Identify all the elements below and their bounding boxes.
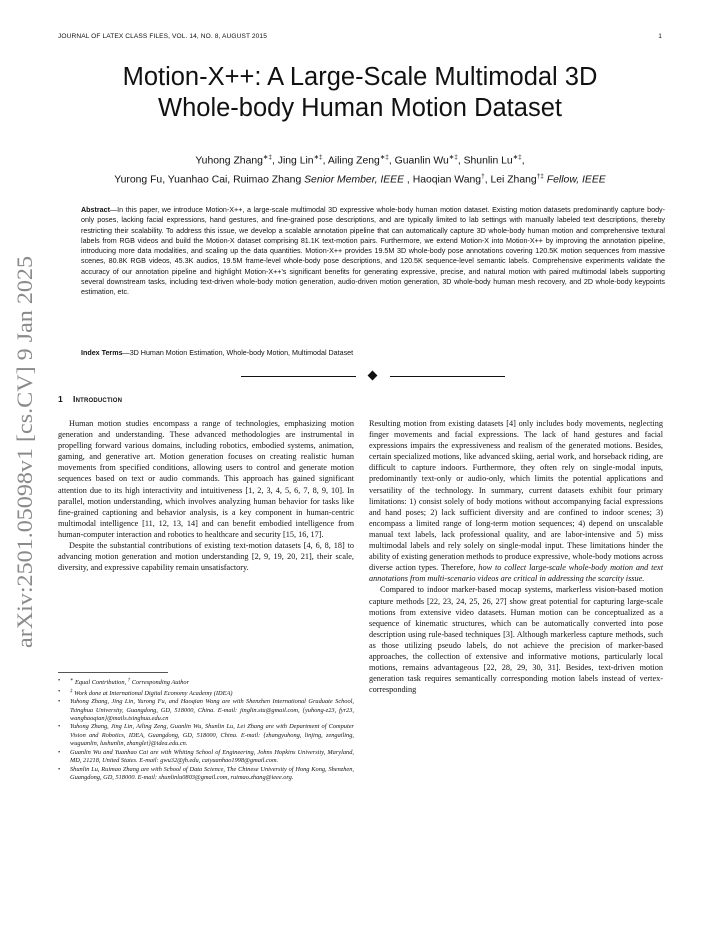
abstract xyxy=(81,205,665,298)
footnote-mark: ∗ xyxy=(70,678,74,683)
footnote-text: Yuhong Zhang, Jing Lin, Ailing Zeng, Guanlin Wu, Shunlin Lu, Lei Zhang are with Department of Computer Vision and Robotics, IDEA, Guangdong, GD, 518000, China. E-mail: {zhangyuhong, linjing, zengailing, wuguanlin, lushunlin, zhanglei}@idea.edu.cn. xyxy=(70,723,354,748)
journal-header: JOURNAL OF LATEX CLASS FILES, VOL. 14, NO. 8, AUGUST 2015 xyxy=(58,33,267,40)
paragraph-text: Resulting motion from existing datasets [4] only includes body movements, neglecting finger movements and facial expressions. The lack of hand gestures and facial expressions impairs the expressiveness and realism of the generated motions. Besides, certain specialized motions, like advanced skiing, aerial work, and horseback riding, are difficult to capture indoors. Furthermore, they often rely on single-modal inputs, predominantly text-only or audio-only, which limits the potential applications and versatility of the technology. In summary, current datasets exhibit four primary limitations: 1) consist solely of body motions without accompanying facial expressions and hand poses; 2) lack sufficient diversity and are confined to indoor scenes; 3) encompass a limited range of long-term motion sequences; 4) depend on unscalable manual text labels, lack professional quality, and are labor-intensive and 5) miss multimodal labels and rely solely on single-modal input. These limitations hinder the ability of existing generation methods to produce expressive, whole-body motions across diverse action types. Therefore, xyxy=(369,419,663,573)
bullet: • xyxy=(58,687,61,695)
author-mark: ∗‡ xyxy=(379,154,389,161)
emphasized-text: how to collect large-scale whole-body motion and text annotations from multi-scenario videos are critical in addressing the scarcity issue. xyxy=(369,563,663,584)
footnote-text: Corresponding Author xyxy=(130,679,190,687)
divider-line-left xyxy=(241,376,356,377)
author-line-1 xyxy=(50,150,670,169)
footnote-text: Equal Contribution, xyxy=(73,679,128,687)
footnote-text: Guanlin Wu and Yuanhao Cai are with Whiting School of Engineering, Johns Hopkins University, Maryland, MD, 21218, United States. E-mail: gwu32@jh.edu, caiyuanhao1998@gmail.com. xyxy=(70,748,354,765)
section-heading xyxy=(58,394,122,404)
page-number: 1 xyxy=(658,33,662,40)
footnote-text: Shunlin Lu, Ruimao Zhang are with School of Data Science, The Chinese University of Hong Kong, Shenzhen, Guangdong, GD, 518000. E-mail: shunlinlu0803@gmail.com, ruimao.zhang@ieee.org. xyxy=(70,765,354,782)
footnote-text: Work done at International Digital Economy Academy (IDEA) xyxy=(72,689,233,697)
author-mark: † xyxy=(481,173,485,181)
author-mark: ∗‡ xyxy=(448,154,458,161)
arxiv-stamp[interactable] xyxy=(6,254,38,649)
footnote-rule xyxy=(58,672,168,673)
author-name: Yuhong Zhang xyxy=(195,155,263,167)
paragraph: Despite the substantial contributions of existing text-motion datasets [4, 6, 8, 18] to advancing motion generation and motion understanding [2, 9, 19, 20, 21], their scale, diversity, and expressive capability remain unsatisfactory. xyxy=(58,541,354,573)
bullet: • xyxy=(58,677,61,684)
divider-line-right xyxy=(390,376,505,377)
abstract-text: —In this paper, we introduce Motion-X++, a large-scale multimodal 3D expressive whole-body human motion dataset. Existing motion datasets predominantly capture body-only poses, lacking facial expressions, hand gestures, and fine-grained pose descriptions, and are typically limited to lab settings with manually labeled text descriptions, thereby restricting their scalability. To address this issue, we develop a scalable annotation pipeline that can automatically capture 3D whole-body human motion and comprehensive textural labels from RGB videos and build the Motion-X dataset comprising 81.1K text-motion pairs. Furthermore, we extend Motion-X into Motion-X++ by improving the annotation pipeline, introducing more data modalities, and scaling up the data quantities. Motion-X++ provides 19.5M 3D whole-body pose annotations covering 120.5K motion sequences from massive scenes, 80.8K RGB videos, 45.3K audios, 19.5M frame-level whole-body pose descriptions, and 120.5K sequence-level semantic labels. Comprehensive experiments validate the accuracy of our annotation pipeline and highlight Motion-X++'s significant benefits for generating expressive, precise, and natural motion with paired multimodal labels supporting several downstream tasks, including text-driven whole-body motion generation, audio-driven motion generation, 3D whole-body human mesh recovery, and 2D whole-body keypoints estimation, etc. xyxy=(81,206,665,297)
bullet: • xyxy=(58,698,61,706)
paragraph: Human motion studies encompass a range of technologies, emphasizing motion generation and understanding. These advanced methodologies are instrumental in propelling forward various domains, including robotics, embodied systems, animation, gaming, and generative art. Motion generation focuses on creating realistic human movements from specified conditions, allowing users to control and generate motion sequences based on text or audio commands. This approach has gained significant attention due to its high interactivity and intuitiveness [1, 2, 3, 4, 5, 6, 7, 8, 9, 10]. In parallel, motion understanding, which involves analyzing human behavior for tasks like fine-grained captioning and behavior analysis, is a key component in human-centric multimodal intelligence [11, 12, 13, 14] and can benefit embodied intelligence from human-computer interaction and robotics to healthcare and security [15, 16, 17]. xyxy=(58,419,354,539)
paragraph xyxy=(369,418,663,584)
index-terms xyxy=(81,349,665,357)
title-line-2: Whole-body Human Motion Dataset xyxy=(158,94,562,122)
section-divider xyxy=(241,372,505,381)
author-list xyxy=(50,150,670,189)
footnote-text: Yuhong Zhang, Jing Lin, Yurong Fu, and Haoqian Wang are with Shenzhen International Graduate School, Tsinghua University, Guangdong, GD, 518000, China. E-mail: jinglin.stu@gmail.com, {yuhong-z23, fyr23, wanghaoqian}@mails.tsinghua.edu.cn xyxy=(70,698,354,723)
author-separator: , xyxy=(521,155,525,167)
right-column xyxy=(369,418,663,695)
author-name: , Guanlin Wu xyxy=(388,155,449,167)
index-terms-text: —3D Human Motion Estimation, Whole-body Motion, Multimodal Dataset xyxy=(122,349,354,357)
divider-diamond-icon xyxy=(368,371,378,381)
author-mark: †‡ xyxy=(536,173,544,181)
section-title: Introduction xyxy=(72,394,123,404)
author-name: Yurong Fu, Yuanhao Cai, Ruimao Zhang xyxy=(114,174,305,186)
author-name: , Ailing Zeng xyxy=(322,155,380,167)
author-mark: ∗‡ xyxy=(512,154,522,161)
author-line-2 xyxy=(50,169,670,188)
author-title: Senior Member, IEEE xyxy=(304,174,405,186)
author-name: , Lei Zhang xyxy=(484,174,537,186)
footnote-item xyxy=(58,766,354,783)
bullet: • xyxy=(58,723,61,731)
arxiv-stamp-text: arXiv:2501.05098v1 [cs.CV] 9 Jan 2025 xyxy=(12,289,37,648)
footnote-item xyxy=(58,749,354,766)
author-name: , Haoqian Wang xyxy=(404,174,482,186)
author-mark: ∗‡ xyxy=(313,154,323,161)
paper-title xyxy=(60,62,660,124)
left-column xyxy=(58,418,354,573)
index-terms-label: Index Terms xyxy=(81,349,123,357)
footnote-mark: ‡ xyxy=(70,688,73,694)
section-number: 1 xyxy=(58,394,63,404)
footnotes xyxy=(58,677,354,783)
footnote-item xyxy=(58,723,354,748)
bullet: • xyxy=(58,748,61,756)
abstract-label: Abstract xyxy=(81,206,110,214)
running-header xyxy=(58,33,662,45)
title-line-1: Motion-X++: A Large-Scale Multimodal 3D xyxy=(122,63,598,91)
author-mark: ∗‡ xyxy=(262,154,272,161)
bullet: • xyxy=(58,765,61,773)
footnote-item xyxy=(58,677,354,688)
footnote-item xyxy=(58,688,354,699)
author-name: , Jing Lin xyxy=(271,155,314,167)
author-title: Fellow, IEEE xyxy=(543,174,606,186)
footnote-mark: † xyxy=(127,678,131,683)
paragraph: Compared to indoor marker-based mocap systems, markerless vision-based motion capture methods [22, 23, 24, 25, 26, 27] show great potential for capturing large-scale motions from extensive video datasets. Human motion can be conceptualized as a sequence of kinematic structures, which can be automatically converted into pose description using rule-based techniques [3]. Although markerless capture methods, such as those utilizing pseudo labels, do not achieve the precision of marker-based approaches, the collection of extensive and informative motions, particularly local motions, remains advantageous [22, 28, 29, 30, 31]. Besides, text-driven motion generation task requires semantically corresponding motion labels instead of vertex-corresponding xyxy=(369,585,663,695)
author-name: , Shunlin Lu xyxy=(457,155,513,167)
footnote-item xyxy=(58,698,354,723)
